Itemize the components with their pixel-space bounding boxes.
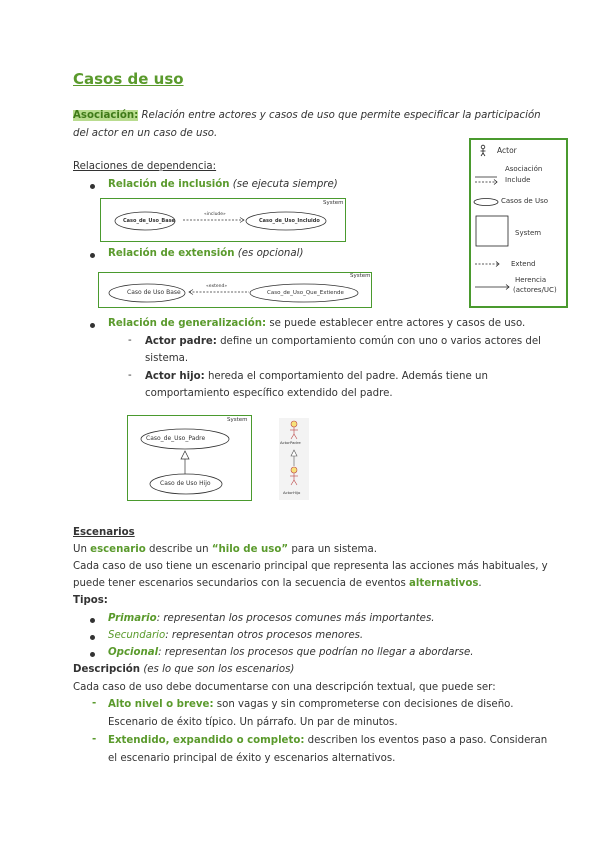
descripcion-label: Descripción <box>73 664 141 675</box>
actor-hijo-label: Actor hijo: <box>145 371 205 382</box>
legend-system-icon <box>476 216 508 246</box>
bullet <box>90 618 95 623</box>
alto-nivel-line-1 <box>108 698 513 712</box>
generalizacion-text: se puede establecer entre actores y casos de uso. <box>269 318 526 329</box>
secundario-text: : representan otros procesos menores. <box>165 630 364 641</box>
extendido-text: describen los eventos paso a paso. Consideran <box>307 735 548 746</box>
alto-nivel-text: son vagas y sin comprometerse con decisiones de diseño. <box>216 699 514 710</box>
extension-item <box>108 247 303 261</box>
actor-padre-label: Actor padre: <box>145 336 217 347</box>
generalizacion-padre-label: Caso_de_Uso_Padre <box>146 435 206 442</box>
dash: - <box>92 734 97 745</box>
dependencia-heading: Relaciones de dependencia: <box>73 161 217 172</box>
legend-usecase-icon <box>474 199 498 206</box>
primario-text: : representan los procesos comunes más importantes. <box>156 613 435 624</box>
generalizacion-label: Relación de generalización: <box>108 318 267 329</box>
text: para un sistema. <box>291 544 377 555</box>
extendido-label: Extendido, expandido o completo: <box>108 735 305 746</box>
actors-diagram <box>279 418 309 500</box>
extend-stereotype-label: «extend» <box>206 284 228 289</box>
asociacion-label: Asociación: <box>73 110 139 121</box>
generalizacion-hijo-label: Caso de Uso Hijo <box>160 480 211 487</box>
escenarios-line-1 <box>73 543 377 557</box>
inclusion-note: (se ejecuta siempre) <box>232 179 338 190</box>
include-stereotype-label: «include» <box>204 212 226 217</box>
legend-herencia-icon <box>475 285 509 290</box>
actor-hijo-icon <box>291 467 297 473</box>
legend-include-label: Include <box>505 176 531 184</box>
include-base-label: Caso_de_Uso_Base <box>123 218 175 224</box>
extendido-line-2: el escenario principal de éxito y escenarios alternativos. <box>108 753 396 764</box>
legend-herencia-label: Herencia <box>515 276 547 284</box>
bullet <box>90 184 95 189</box>
tipo-opcional <box>108 646 473 660</box>
bullet <box>90 635 95 640</box>
legend-actor-label: Actor <box>497 146 517 155</box>
include-diagram <box>100 198 346 242</box>
actor-hijo-text: hereda el comportamiento del padre. Además tiene un <box>207 371 488 382</box>
generalizacion-system-label: System <box>227 417 248 423</box>
legend-herencia-sub: (actores/UC) <box>513 286 557 294</box>
inclusion-label: Relación de inclusión <box>108 179 230 190</box>
descripcion-note: (es lo que son los escenarios) <box>143 664 295 675</box>
legend-casos-label: Casos de Uso <box>501 197 549 205</box>
tipo-secundario <box>108 629 363 643</box>
actor-padre-text: define un comportamiento común con uno o varios actores del <box>220 336 541 347</box>
actor-hijo-line-1 <box>145 370 488 384</box>
generalizacion-diagram <box>127 415 252 501</box>
extend-base-label: Caso de Uso Base <box>127 289 181 296</box>
secundario-label: Secundario <box>108 630 166 641</box>
text: Un <box>73 544 87 555</box>
dash: - <box>128 335 132 346</box>
tipo-primario <box>108 612 435 626</box>
page-title: Casos de uso <box>73 70 184 88</box>
opcional-label: Opcional <box>108 647 159 658</box>
legend-asociacion-label: Asociación <box>505 165 543 173</box>
alternativos-term: alternativos <box>409 578 479 589</box>
escenarios-line-3 <box>73 577 482 591</box>
alto-nivel-line-2: Escenario de éxito típico. Un párrafo. Un par de minutos. <box>108 717 398 728</box>
asociacion-line-2: del actor en un caso de uso. <box>73 128 218 139</box>
include-included-label: Caso_de_Uso_Incluido <box>259 218 320 224</box>
escenarios-line-2: Cada caso de uso tiene un escenario principal que representa las acciones más habituales, y <box>73 561 548 572</box>
actor-padre-line-1 <box>145 335 541 349</box>
hilo-de-uso-term: “hilo de uso” <box>211 544 289 555</box>
escenario-term: escenario <box>90 544 146 555</box>
generalizacion-item <box>108 317 525 331</box>
text: puede tener escenarios secundarios con la secuencia de eventos <box>73 578 406 589</box>
legend-actor-icon <box>481 145 486 156</box>
legend-extend-icon <box>475 262 499 267</box>
actor-padre-icon <box>291 421 297 427</box>
inclusion-item <box>108 178 338 192</box>
text: . <box>478 578 482 589</box>
legend-include-icon <box>475 177 497 185</box>
opcional-text: : representan los procesos que podrían no llegar a abordarse. <box>158 647 474 658</box>
asociacion-line-1 <box>73 109 541 123</box>
tipos-heading: Tipos: <box>73 595 108 606</box>
extension-label: Relación de extensión <box>108 248 235 259</box>
bullet <box>90 323 95 328</box>
extend-extending-label: Caso_de_Uso_Que_Extiende <box>267 290 344 296</box>
escenarios-heading: Escenarios <box>73 527 135 538</box>
extend-system-label: System <box>350 273 371 279</box>
documentacion-line: Cada caso de uso debe documentarse con una descripción textual, que puede ser: <box>73 682 496 693</box>
actor-padre-line-2: sistema. <box>145 353 189 364</box>
actor-hijo-line-2: comportamiento específico extendido del padre. <box>145 388 393 399</box>
dash: - <box>128 370 132 381</box>
include-system-label: System <box>323 200 344 206</box>
bullet <box>90 652 95 657</box>
actor-padre-diagram-label: ActorPadre <box>280 440 301 445</box>
actors-diagram-graphics <box>279 418 309 500</box>
extend-diagram <box>98 272 372 308</box>
legend-system-label: System <box>515 229 542 237</box>
primario-label: Primario <box>108 613 157 624</box>
extension-note: (es opcional) <box>237 248 304 259</box>
legend-box <box>469 138 568 308</box>
descripcion-line <box>73 663 294 677</box>
bullet <box>90 253 95 258</box>
legend-extend-label: Extend <box>511 260 536 268</box>
alto-nivel-label: Alto nivel o breve: <box>108 699 214 710</box>
extendido-line-1 <box>108 734 547 748</box>
actor-hijo-diagram-label: ActorHijo <box>283 490 301 495</box>
text: describe un <box>149 544 209 555</box>
asociacion-text: Relación entre actores y casos de uso que permite especificar la participación <box>141 110 541 121</box>
dash: - <box>92 698 97 709</box>
